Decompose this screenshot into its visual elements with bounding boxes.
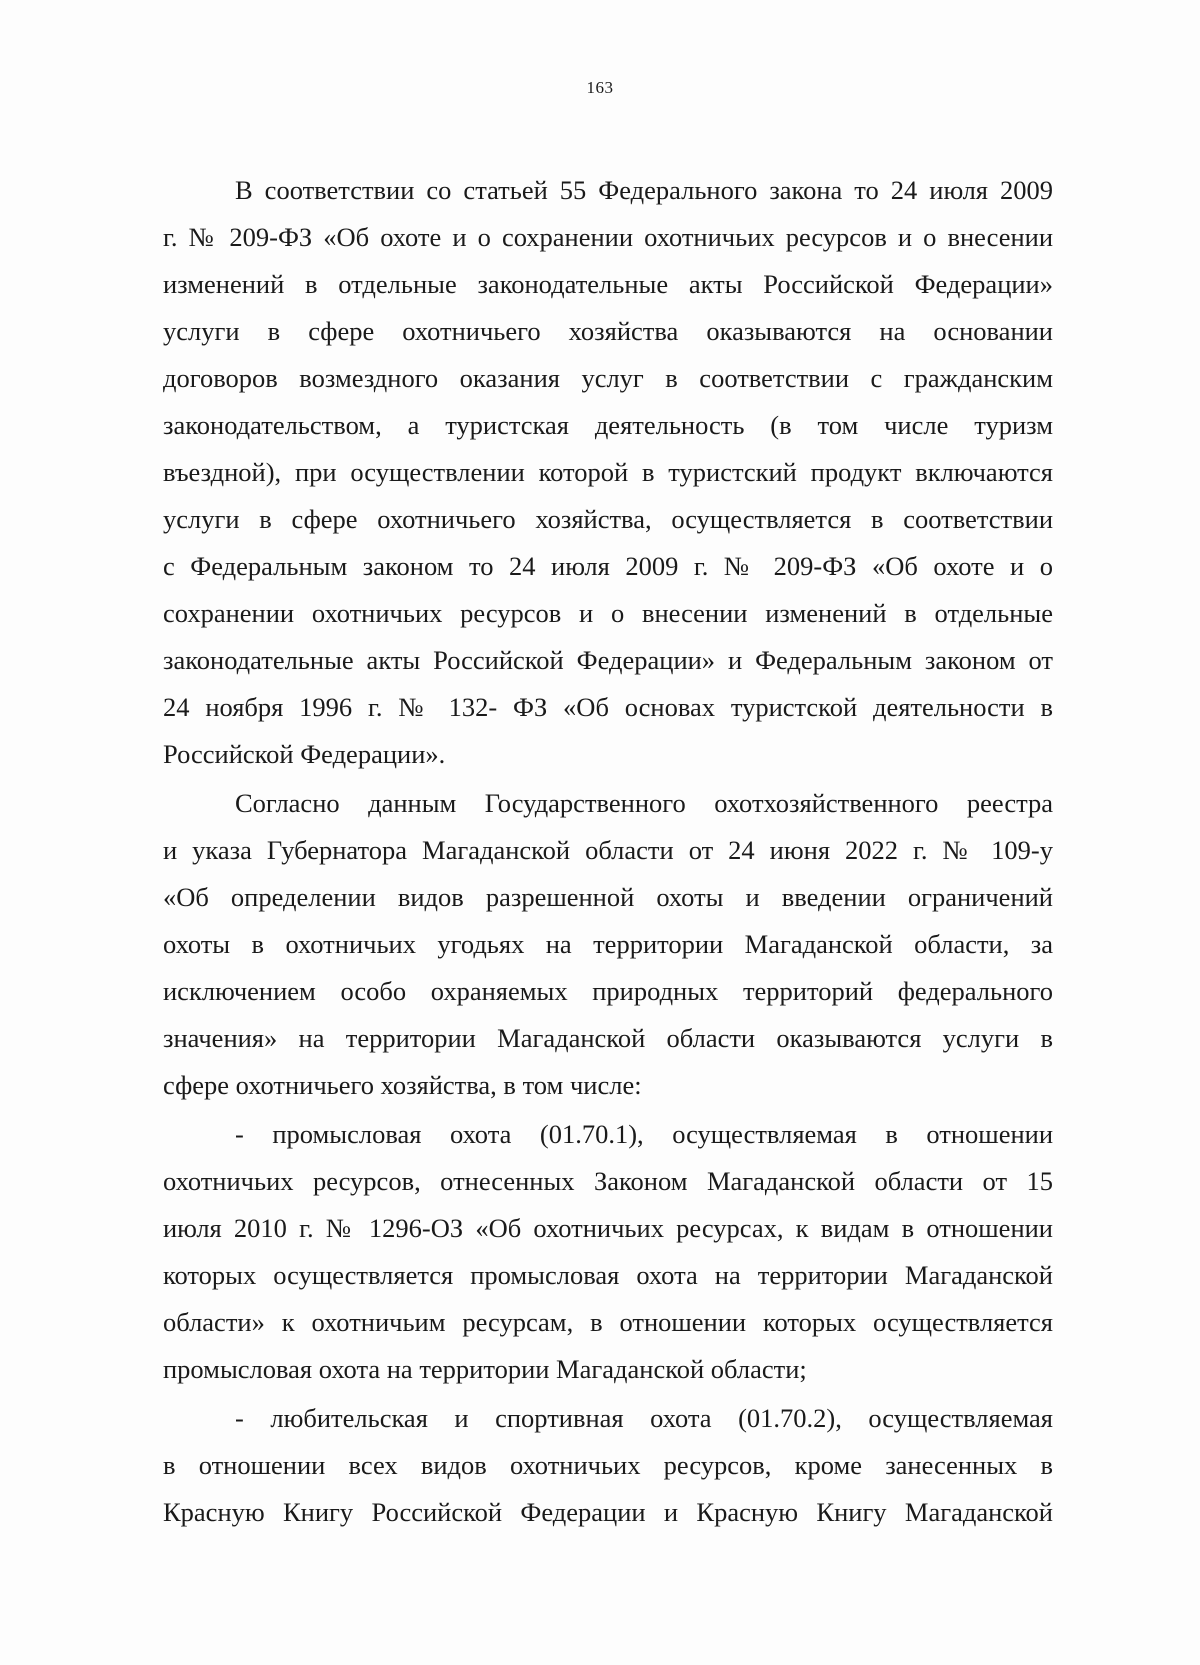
text-line: июля 2010 г. № 1296-ОЗ «Об охотничьих ресурсах, к видам в отношении: [163, 1213, 1053, 1243]
paragraph-2: [163, 780, 1053, 1109]
text-line: Красную Книгу Российской Федерации и Красную Книгу Магаданской: [163, 1497, 1053, 1527]
text-line: которых осуществляется промысловая охота на территории Магаданской: [163, 1260, 1053, 1290]
text-line: В соответствии со статьей 55 Федерального закона то 24 июля 2009: [235, 175, 1053, 205]
text-line: исключением особо охраняемых природных территорий федерального: [163, 976, 1053, 1006]
text-line: промысловая охота на территории Магаданской области;: [163, 1354, 807, 1384]
text-line: изменений в отдельные законодательные акты Российской Федерации»: [163, 269, 1053, 299]
text-line: г. № 209-ФЗ «Об охоте и о сохранении охотничьих ресурсов и о внесении: [163, 222, 1053, 252]
page-number: 163: [586, 78, 614, 97]
text-line: - любительская и спортивная охота (01.70.2), осуществляемая: [235, 1403, 1053, 1433]
text-line: «Об определении видов разрешенной охоты и введении ограничений: [163, 882, 1053, 912]
paragraph-4: [163, 1395, 1053, 1536]
text-line: законодательством, а туристская деятельность (в том числе туризм: [163, 410, 1053, 440]
text-line: услуги в сфере охотничьего хозяйства оказываются на основании: [163, 316, 1053, 346]
text-line: договоров возмездного оказания услуг в соответствии с гражданским: [163, 363, 1053, 393]
paragraph-3: [163, 1111, 1053, 1393]
document-body: [163, 167, 1053, 1536]
text-line: услуги в сфере охотничьего хозяйства, осуществляется в соответствии: [163, 504, 1053, 534]
text-line: - промысловая охота (01.70.1), осуществляемая в отношении: [235, 1119, 1053, 1149]
text-line: охоты в охотничьих угодьях на территории Магаданской области, за: [163, 929, 1053, 959]
text-line: охотничьих ресурсов, отнесенных Законом Магаданской области от 15: [163, 1166, 1053, 1196]
text-line: области» к охотничьим ресурсам, в отношении которых осуществляется: [163, 1307, 1053, 1337]
text-line: сохранении охотничьих ресурсов и о внесении изменений в отдельные: [163, 598, 1053, 628]
text-line: и указа Губернатора Магаданской области от 24 июня 2022 г. № 109-у: [163, 835, 1053, 865]
text-line: законодательные акты Российской Федерации» и Федеральным законом от: [163, 645, 1053, 675]
text-line: Согласно данным Государственного охотхозяйственного реестра: [235, 788, 1053, 818]
text-line: въездной), при осуществлении которой в туристский продукт включаются: [163, 457, 1053, 487]
text-line: с Федеральным законом то 24 июля 2009 г. № 209-ФЗ «Об охоте и о: [163, 551, 1053, 581]
text-line: 24 ноября 1996 г. № 132- ФЗ «Об основах туристской деятельности в: [163, 692, 1053, 722]
text-line: Российской Федерации».: [163, 739, 446, 769]
text-line: значения» на территории Магаданской области оказываются услуги в: [163, 1023, 1053, 1053]
text-line: в отношении всех видов охотничьих ресурсов, кроме занесенных в: [163, 1450, 1053, 1480]
paragraph-1: [163, 167, 1053, 778]
text-line: сфере охотничьего хозяйства, в том числе:: [163, 1070, 642, 1100]
